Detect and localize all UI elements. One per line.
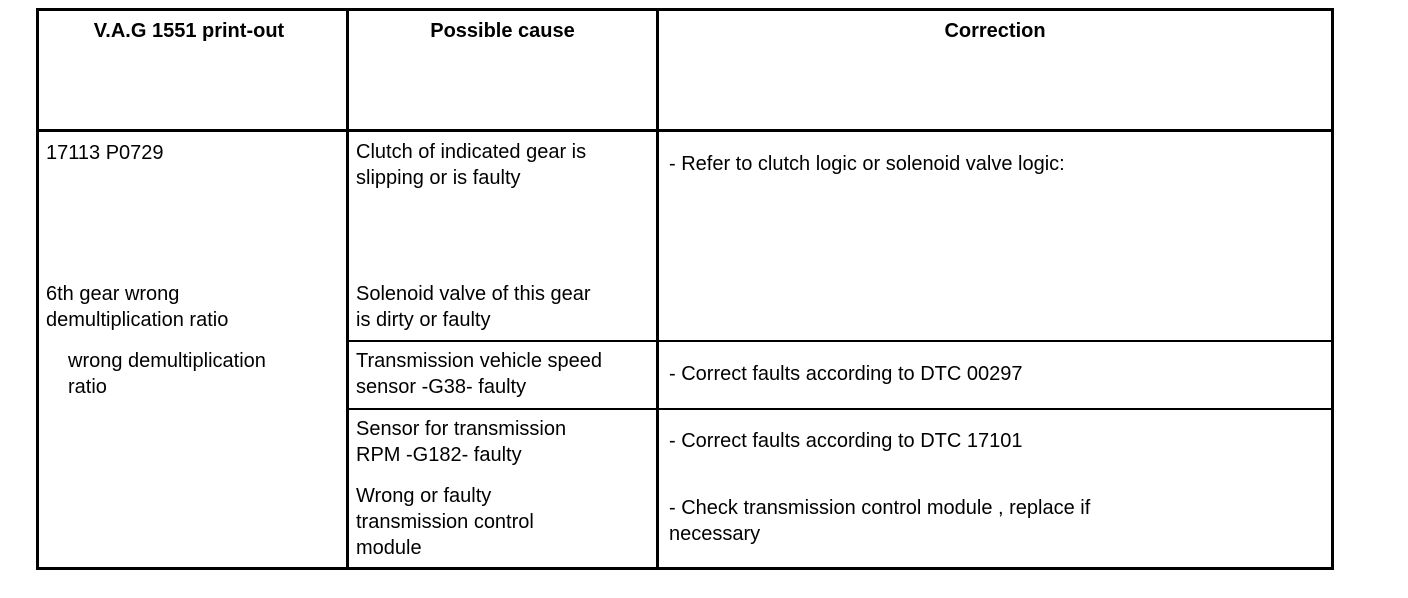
header-divider [36,129,1334,132]
correction-dtc-00297: - Correct faults according to DTC 00297 [669,363,1023,385]
column-divider-1 [346,8,349,570]
correction-logic: - Refer to clutch logic or solenoid valve logic: [669,153,1065,175]
row-divider-1 [346,340,1334,342]
cause-rpm-sensor: Sensor for transmission RPM -G182- faulty [356,418,567,466]
fault-description: 6th gear wrong demultiplication ratio [46,283,229,331]
fault-table [36,8,1334,570]
fault-sub-description: wrong demultiplication ratio [68,350,266,398]
cause-speed-sensor: Transmission vehicle speed sensor -G38- faulty [356,350,603,398]
fault-code: 17113 P0729 [46,142,164,164]
cause-solenoid: Solenoid valve of this gear is dirty or faulty [356,283,591,331]
column-divider-2 [656,8,659,570]
table-border-left [36,8,39,570]
table-border-top [36,8,1334,11]
table-border-bottom [36,567,1334,570]
correction-dtc-17101: - Correct faults according to DTC 17101 [669,430,1023,452]
cause-clutch: Clutch of indicated gear is slipping or is faulty [356,141,587,189]
header-printout: V.A.G 1551 print-out [93,20,285,42]
header-possible-cause: Possible cause [430,20,575,42]
cause-control-module: Wrong or faulty transmission control module [356,485,534,559]
row-divider-2 [346,408,1334,410]
correction-check-module: - Check transmission control module , replace if necessary [669,497,1091,545]
header-correction: Correction [944,20,1046,42]
table-border-right [1331,8,1334,570]
